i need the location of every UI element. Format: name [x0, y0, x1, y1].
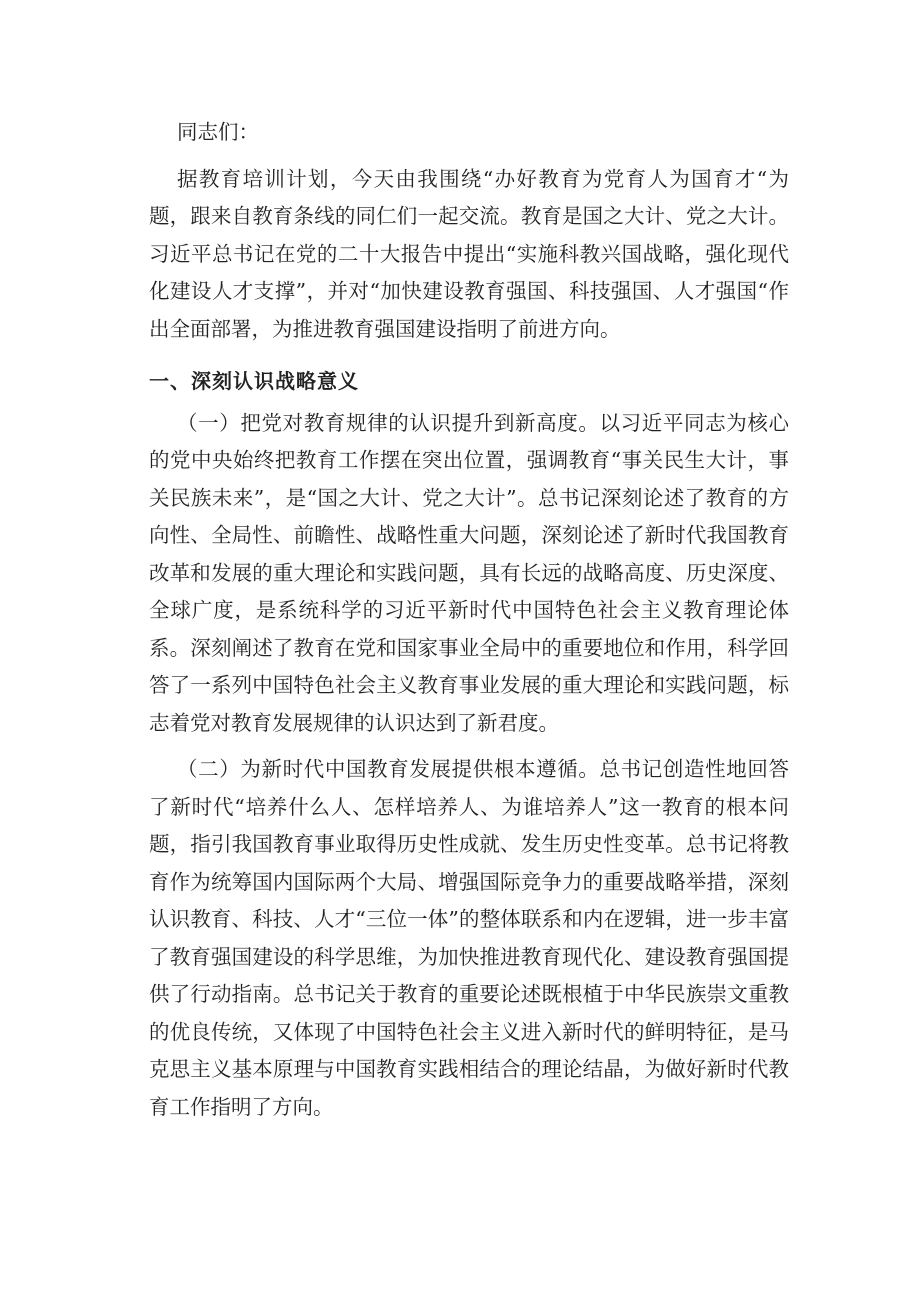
intro-paragraph: 据教育培训计划，今天由我围绕“办好教育为党育人为国育才“为题，跟来自教育条线的同仁们一起交流。教育是国之大计、党之大计。习近平总书记在党的二十大报告中提出“实施科教兴国战略，强化现代化建设人才支撑”，并对“加快建设教育强国、科技强国、人才强国“作出全面部署，为推进教育强国建设指明了前进方向。: [149, 166, 789, 341]
paragraph-1: （一）把党对教育规律的认识提升到新高度。以习近平同志为核心的党中央始终把教育工作摆在突出位置，强调教育“事关民生大计，事关民族未来”，是“国之大计、党之大计”。总书记深刻论述了教育的方向性、全局性、前瞻性、战略性重大问题，深刻论述了新时代我国教育改革和发展的重大理论和实践问题，具有长远的战略高度、历史深度、全球广度，是系统科学的习近平新时代中国特色社会主义教育理论体系。深刻阐述了教育在党和国家事业全局中的重要地位和作用，科学回答了一系列中国特色社会主义教育事业发展的重大理论和实践问题，标志着党对教育发展规律的认识达到了新君度。: [149, 410, 789, 735]
document-body: [149, 114, 789, 1126]
paragraph-2: （二）为新时代中国教育发展提供根本遵循。总书记创造性地回答了新时代“培养什么人、怎样培养人、为谁培养人”这一教育的根本问题，指引我国教育事业取得历史性成就、发生历史性变革。总书记将教育作为统筹国内国际两个大局、增强国际竞争力的重要战略举措，深刻认识教育、科技、人才“三位一体”的整体联系和内在逻辑，进一步丰富了教育强国建设的科学思维，为加快推进教育现代化、建设教育强国提供了行动指南。总书记关于教育的重要论述既根植于中华民族崇文重教的优良传统，又体现了中国特色社会主义进入新时代的鲜明特征，是马克思主义基本原理与中国教育实践相结合的理论结晶，为做好新时代教育工作指明了方向。: [149, 757, 789, 1119]
salutation: 同志们：: [177, 120, 259, 144]
spacer: [149, 742, 789, 751]
spacer: [149, 348, 789, 357]
spacer: [149, 152, 789, 161]
section-heading: 一、深刻认识战略意义: [149, 369, 359, 393]
